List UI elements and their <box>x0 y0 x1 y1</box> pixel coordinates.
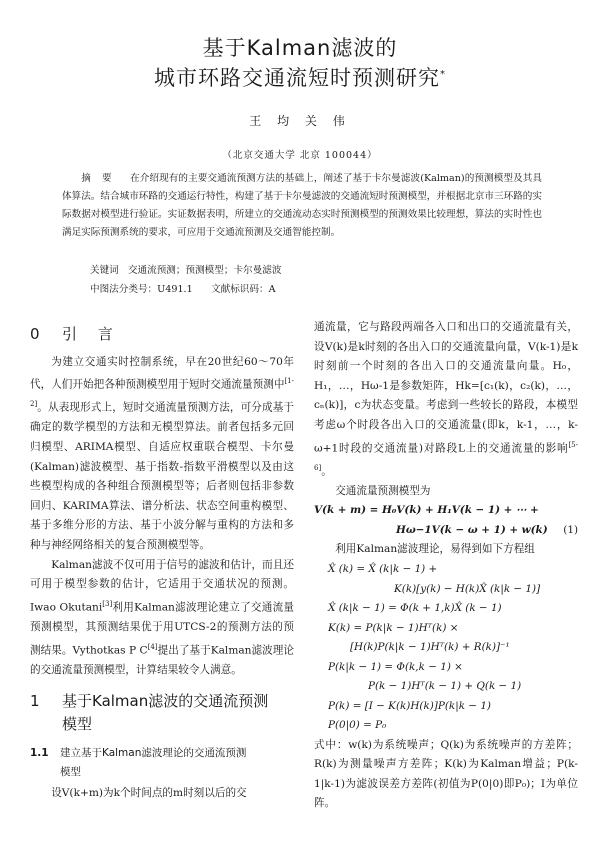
intro-paragraph-1 <box>30 353 294 556</box>
section-0-number: 0 <box>30 325 40 343</box>
section-1-1-title-line2: 模型 <box>60 766 81 779</box>
section-1-title-line1: 基于Kalman滤波的交通流预测 <box>62 692 269 711</box>
title-footnote-mark: * <box>440 69 446 80</box>
abstract-text: 在介绍现有的主要交通流预测方法的基础上，阐述了基于卡尔曼滤波(Kalman)的预测模型及其具体算法。结合城市环路的交通运行特性，构建了基于卡尔曼滤波的交通流短时预测模型，并根据北京市三环路的实际数据对模型进行验证。实证数据表明，所建立的交通流动态实时预测模型的预测效果比较理想，算法的实时性也满足实际预测系统的要求，可应用于交通流预测及交通智能控制。 <box>62 173 543 238</box>
kalman-eq-line: K(k) = P(k|k − 1)Hᵀ(k) × <box>328 621 459 634</box>
right-p1-end: 。 <box>321 465 332 478</box>
affiliation: （北京交通大学 北京 100044） <box>222 150 378 161</box>
section-1-1-title-line1: 建立基于Kalman滤波理论的交通流预测 <box>60 747 247 760</box>
authors: 王 均 关 伟 <box>249 114 351 128</box>
keywords-text: 交通流预测；预测模型；卡尔曼滤波 <box>127 265 282 276</box>
section-1-number: 1 <box>30 692 40 711</box>
kalman-eq-line: X̂ (k|k − 1) = Φ(k + 1,k)X̂ (k − 1) <box>328 602 502 614</box>
keywords-label: 关键词 <box>90 265 119 276</box>
citation: [4] <box>147 642 158 651</box>
intro-p2-a: Kalman滤波不仅可用于信号的滤波和估计，而且还可用于模型参数的估计，它适用于交通状况的预测。Iwao Okutani <box>30 558 294 614</box>
equation-1-tag: (1) <box>563 523 578 536</box>
kalman-eq-line: P(k) = [I − K(k)H(k)]P(k|k − 1) <box>328 699 491 712</box>
classification <box>90 281 540 299</box>
abstract <box>62 170 542 242</box>
citation: [1-2] <box>30 377 294 409</box>
section-1-title-line2: 模型 <box>62 715 93 734</box>
kalman-eq-line: P(k|k − 1) = Φ(k,k − 1) × <box>328 660 463 673</box>
right-paragraph-1 <box>314 318 578 482</box>
paper-title-line1: 基于Kalman滤波的 <box>202 36 398 60</box>
clc-value: U491.1 <box>157 284 193 295</box>
equation-1 <box>314 501 578 540</box>
kalman-eq-line: X̂ (k) = X̂ (k|k − 1) + <box>328 563 438 575</box>
right-paragraph-4: 式中：w(k)为系统噪声；Q(k)为系统噪声的方差阵；R(k)为测量噪声方差阵；K(k)为Kalman增益；P(k-1|k-1)为滤波误差方差阵(初值为P(0|0)即P₀)；I为单位阵。 <box>314 738 578 810</box>
keywords <box>90 262 540 280</box>
equation-1-line2-row <box>314 521 578 541</box>
left-column <box>30 325 294 804</box>
kalman-eq-line: P(0|0) = P₀ <box>328 719 387 731</box>
right-paragraph-2: 交通流量预测模型为 <box>335 484 431 497</box>
intro-paragraph-2 <box>30 556 294 681</box>
right-column <box>314 318 578 814</box>
intro-p1-rest: 。从表现形式上，短时交通流量预测方法，可分成基于确定的数学模型的方法和无模型算法。前者包括多元回归模型、ARIMA模型、自适应权重联合模型、卡尔曼(Kalman)滤波模型、基于指数-指数平滑模型以及由这些模型构成的各种组合预测模型等；后者则包括非参数回归、KARIMA算法、谱分析法、状态空间重构模型、基于多维分形的方法、基于小波分解与重构的方法和多种与神经网络相关的复合预测模型等。 <box>30 401 294 551</box>
equation-1-line2: Hω−1V(k − ω + 1) + w(k) <box>396 523 548 536</box>
kalman-eq-line: [H(k)P(k|k − 1)Hᵀ(k) + R(k)]⁻¹ <box>350 641 510 653</box>
intro-p1-text: 为建立交通实时控制系统，早在20世纪60～70年代，人们开始把各种预测模型用于短时交通流量预测中 <box>30 355 294 391</box>
intro-p2-c: 提出了基于Kalman滤波理论的交通流量预测模型，计算结果较令人满意。 <box>30 644 294 676</box>
clc-label: 中图法分类号： <box>90 284 158 295</box>
kalman-equations <box>314 560 578 736</box>
citation: [5-6] <box>314 440 578 472</box>
section-0-title: 引 言 <box>62 325 121 343</box>
section-1-heading <box>30 690 294 736</box>
section-1-1-heading <box>30 744 294 782</box>
doc-code-value: A <box>268 284 276 295</box>
paper-title-text: 城市环路交通流短时预测研究 <box>154 66 440 90</box>
right-paragraph-3: 利用Kalman滤波理论，易得到如下方程组 <box>335 543 535 556</box>
paper-title-line2 <box>0 62 600 92</box>
section-1-1-number: 1.1 <box>30 747 49 760</box>
right-p1-text: 通流量，它与路段两端各入口和出口的交通流量有关，设V(k)是k时刻的各出入口的交通流量向量，V(k-1)是k时刻前一个时刻的各出入口的交通流量向量。H₀，H₁，…，Hω-1是参数矩阵，Hk=[c₁(k)，c₂(k)，…，cₙ(k)]，c为状态变量。考虑到一些较长的路段，本模型考虑ω个时段各出入口的交通流量(即k，k-1，…，k-ω+1时段的交通流量)对路段L上的交通流量的影响 <box>314 321 578 455</box>
intro-p2-b: 利用Kalman滤波理论建立了交通流量预测模型，其预测结果优于用UTCS-2的预测方法的预测结果。Vythotkas P C <box>30 601 294 657</box>
kalman-eq-line: P(k − 1)Hᵀ(k − 1) + Q(k − 1) <box>368 680 522 692</box>
abstract-label: 摘 要 <box>81 173 116 184</box>
section-0-heading <box>30 325 294 345</box>
doc-code-label: 文献标识码： <box>211 284 269 295</box>
equation-1-line1: V(k + m) = H₀V(k) + H₁V(k − 1) + ⋯ + <box>314 504 539 517</box>
kalman-eq-line: K(k)[y(k) − H(k)X̂ (k|k − 1)] <box>394 582 541 595</box>
citation: [3] <box>102 599 113 608</box>
section-1-1-paragraph: 设V(k+m)为k个时间点的m时刻以后的交 <box>51 787 247 800</box>
